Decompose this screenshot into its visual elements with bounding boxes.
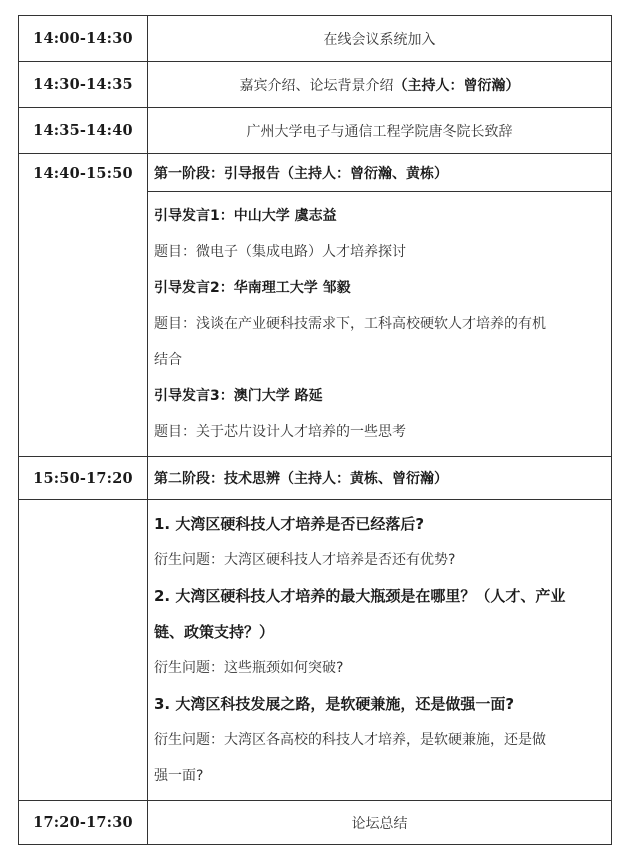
time-cell: 14:30-14:35 [19,62,148,108]
derived-question: 强一面? [154,768,204,784]
question: 1. 大湾区硬科技人才培养是否已经落后? [154,515,425,533]
session-cell [148,62,612,108]
empty-time-cell [19,500,148,801]
time-cell: 14:00-14:30 [19,16,148,62]
stage-content [148,192,612,457]
speaker: 引导发言2：华南理工大学 邹毅 [154,280,351,296]
speaker: 引导发言1：中山大学 虞志益 [154,208,337,224]
time-cell: 14:35-14:40 [19,108,148,154]
host-text: （主持人：曾衍瀚） [393,77,520,94]
stage-title: 第一阶段：引导报告（主持人：曾衍瀚、黄栋） [148,154,612,192]
session-cell: 在线会议系统加入 [148,16,612,62]
time-cell: 15:50-17:20 [19,457,148,500]
agenda-row [19,154,612,192]
speaker: 引导发言3：澳门大学 路延 [154,388,323,404]
question: 3. 大湾区科技发展之路，是软硬兼施，还是做强一面? [154,695,515,713]
derived-question: 衍生问题：大湾区硬科技人才培养是否还有优势? [154,552,456,568]
time-cell: 14:40-15:50 [19,154,148,457]
session-cell: 广州大学电子与通信工程学院唐冬院长致辞 [148,108,612,154]
session-cell: 论坛总结 [148,801,612,845]
question: 链、政策支持？） [154,623,275,641]
agenda-row [19,457,612,500]
stage-title: 第二阶段：技术思辨（主持人：黄栋、曾衍瀚） [148,457,612,500]
session-text: 嘉宾介绍、论坛背景介绍 [239,77,394,94]
agenda-row [19,500,612,801]
stage-content [148,500,612,801]
question: 2. 大湾区硬科技人才培养的最大瓶颈是在哪里？（人才、产业 [154,587,566,605]
agenda-table [18,15,612,845]
topic: 题目：浅谈在产业硬科技需求下，工科高校硬软人才培养的有机 [154,316,546,332]
derived-question: 衍生问题：大湾区各高校的科技人才培养，是软硬兼施，还是做 [154,732,546,748]
derived-question: 衍生问题：这些瓶颈如何突破? [154,660,344,676]
topic: 题目：关于芯片设计人才培养的一些思考 [154,424,406,440]
topic: 结合 [154,352,182,368]
agenda-row [19,62,612,108]
agenda-row [19,108,612,154]
agenda-row [19,801,612,845]
topic: 题目：微电子（集成电路）人才培养探讨 [154,244,406,260]
agenda-row [19,16,612,62]
time-cell: 17:20-17:30 [19,801,148,845]
